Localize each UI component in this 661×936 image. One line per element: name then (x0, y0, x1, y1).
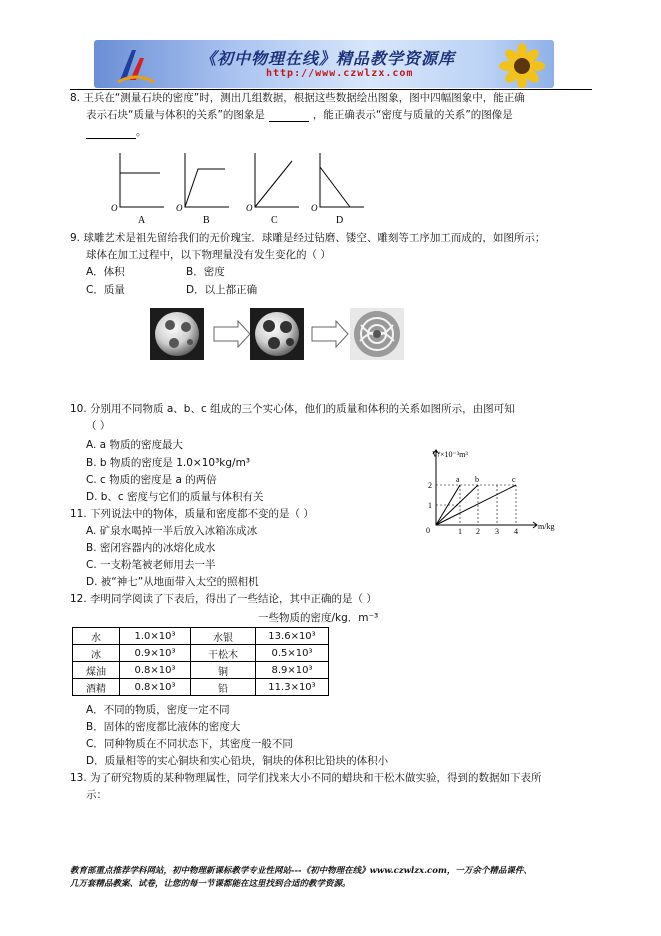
table-cell: 冰 (73, 645, 120, 662)
table-cell: 0.8×10³ (120, 662, 191, 679)
q8-line2 (86, 108, 513, 122)
table-row (73, 679, 329, 696)
q8-label-d: D (336, 215, 344, 226)
sunflower-icon (492, 40, 554, 88)
table-cell: 0.8×10³ (120, 679, 191, 696)
q8-blank-1[interactable] (269, 121, 309, 122)
q12-option-c[interactable]: C．同种物质在不同状态下，其密度一般不同 (86, 738, 293, 750)
q12-option-a[interactable]: A．不同的物质，密度一定不同 (86, 704, 230, 716)
table-cell: 酒精 (73, 679, 120, 696)
q8-graph-b-axes (185, 153, 229, 207)
q8-origin-c: O (246, 203, 253, 213)
q8-line1: 8. 王兵在“测量石块的密度”时，测出几组数据，根据这些数据绘出图象，图中四幅图象中，能正确 (70, 92, 525, 104)
q10-xtick-1: 1 (458, 527, 462, 536)
q12-option-b[interactable]: B．固体的密度都比液体的密度大 (86, 721, 241, 733)
q10-series-label-a: a (456, 475, 460, 484)
q11-line1: 11. 下列说法中的物体，质量和密度都不变的是（ ） (70, 508, 314, 520)
header-rule (70, 89, 592, 90)
q12-table-caption: 一些物质的密度/kg．m⁻³ (258, 612, 379, 624)
table-cell: 水银 (191, 628, 256, 645)
banner-title: 《初中物理在线》精品教学资源库 (200, 49, 456, 68)
q8-graph-a-axes (120, 153, 164, 207)
q9-arrow-1-icon (214, 321, 250, 347)
q10-option-c[interactable]: C. c 物质的密度是 a 的两倍 (86, 474, 217, 486)
q9-arrow-2-icon (312, 321, 348, 347)
q11-option-a[interactable]: A. 矿泉水喝掉一半后放入冰箱冻成冰 (86, 525, 258, 537)
q10-ytick-1: 1 (428, 501, 432, 510)
q10-xtick-4: 4 (514, 527, 518, 536)
q8-text-b: ，能正确表示“密度与质量的关系”的图像是 (312, 109, 513, 121)
q8-origin-a: O (111, 203, 118, 213)
q10-ylabel: V/×10⁻³m³ (432, 450, 468, 459)
table-cell: 干松木 (191, 645, 256, 662)
q10-series-b (436, 485, 478, 525)
q8-graphs (108, 145, 368, 227)
q10-line2: （ ） (86, 420, 111, 432)
q12-line1: 12. 李明同学阅读了下表后，得出了一些结论，其中正确的是（ ） (70, 593, 377, 605)
logo-icon (114, 44, 158, 86)
q9-option-a[interactable]: A．体积 (86, 266, 125, 278)
q13-line1: 13. 为了研究物质的某种物理属性，同学们找来大小不同的蜡块和干松木做实验，得到的数据如下表所 (70, 772, 542, 784)
q10-origin: 0 (426, 526, 430, 535)
table-row (73, 628, 329, 645)
q10-line1: 10. 分别用不同物质 a、b、c 组成的三个实心体，他们的质量和体积的关系如图所示，由图可知 (70, 403, 515, 415)
q10-option-a[interactable]: A. a 物质的密度最大 (86, 439, 183, 451)
table-cell: 铅 (191, 679, 256, 696)
q10-gridlines-v (460, 485, 516, 525)
q8-text-a: 表示石块“质量与体积的关系”的图象是 (86, 109, 265, 121)
table-row (73, 645, 329, 662)
q11-option-b[interactable]: B. 密闭容器内的冰熔化成水 (86, 542, 216, 554)
q9-line2: 球体在加工过程中，以下物理量没有发生变化的（ ） (86, 249, 331, 261)
q11-option-d[interactable]: D. 被“神七”从地面带入太空的照相机 (86, 576, 259, 588)
header-banner (94, 40, 554, 88)
q9-ball-2 (255, 312, 299, 356)
table-cell: 水 (73, 628, 120, 645)
q10-xlabel: m/kg (538, 522, 555, 531)
q8-label-c: C (271, 215, 278, 226)
table-cell: 1.0×10³ (120, 628, 191, 645)
q10-series-label-b: b (475, 475, 479, 484)
q8-blank-2[interactable] (86, 138, 136, 139)
q10-ytick-2: 2 (428, 481, 432, 490)
q13-line2: 示： (86, 789, 107, 801)
q8-line3 (86, 125, 147, 139)
q8-origin-d: O (311, 203, 318, 213)
q8-label-a: A (138, 215, 146, 226)
q10-xtick-2: 2 (476, 527, 480, 536)
q9-ball-images (150, 305, 410, 363)
q10-gridlines-h (436, 485, 516, 505)
q11-option-c[interactable]: C. 一支粉笔被老师用去一半 (86, 559, 216, 571)
table-cell: 8.9×10³ (256, 662, 329, 679)
q10-series-label-c: c (512, 475, 516, 484)
q9-ball-1 (155, 312, 199, 356)
q10-option-d[interactable]: D. b、c 密度与它们的质量与体积有关 (86, 491, 264, 503)
table-cell: 0.9×10³ (120, 645, 191, 662)
footer-line1: 教育部重点推荐学科网站，初中物理新课标教学专业性网站---《初中物理在线》www.czwlzx.com，一万余个精品课件、 (70, 866, 532, 876)
q10-graph (420, 445, 570, 537)
table-row (73, 662, 329, 679)
table-cell: 0.5×10³ (256, 645, 329, 662)
q9-option-b[interactable]: B．密度 (186, 266, 225, 278)
banner-url[interactable]: http://www.czwlzx.com (266, 68, 414, 79)
q8-graph-d-line (320, 167, 350, 207)
table-cell: 铜 (191, 662, 256, 679)
q8-graph-b-line (185, 169, 225, 207)
q9-line1: 9. 球雕艺术是祖先留给我们的无价瑰宝．球雕是经过钻磨、镂空、雕刻等工序加工而成的，如图所示； (70, 232, 546, 244)
q12-option-d[interactable]: D．质量相等的实心铜块和实心铅块，铜块的体积比铅块的体积小 (86, 755, 389, 767)
q9-option-d[interactable]: D．以上都正确 (186, 284, 258, 296)
q10-option-b[interactable]: B. b 物质的密度是 1.0×10³kg/m³ (86, 457, 251, 469)
q8-origin-b: O (176, 203, 183, 213)
q8-graph-c-line (255, 161, 292, 207)
footer-line2: 几万套精品教案、试卷，让您的每一节课都能在这里找到合适的教学资源。 (70, 879, 351, 889)
q8-line3-end: 。 (136, 126, 147, 138)
table-cell: 13.6×10³ (256, 628, 329, 645)
q10-xtick-3: 3 (495, 527, 499, 536)
table-cell: 煤油 (73, 662, 120, 679)
table-cell: 11.3×10³ (256, 679, 329, 696)
q8-graph-d-axes (320, 153, 364, 207)
q8-label-b: B (203, 215, 210, 226)
density-table (72, 627, 329, 696)
q10-graph-axes (436, 451, 536, 525)
q9-option-c[interactable]: C．质量 (86, 284, 125, 296)
